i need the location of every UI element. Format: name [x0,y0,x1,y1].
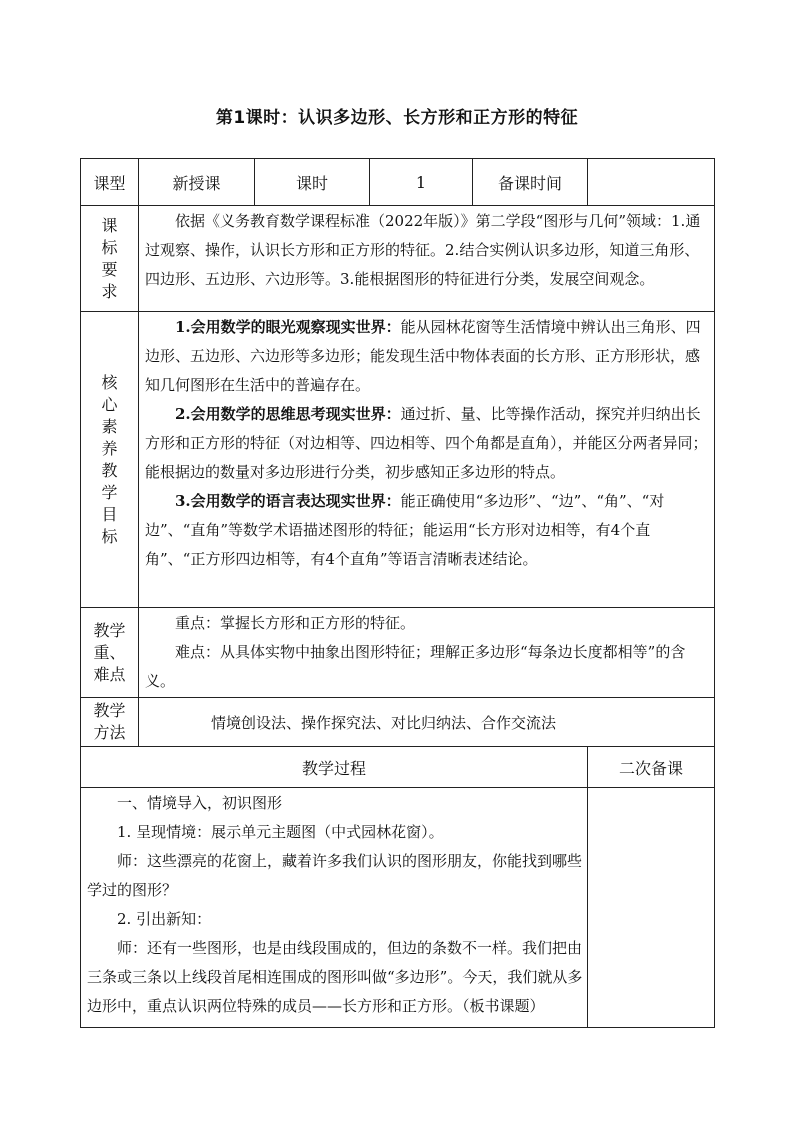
key-points-label: 教学重、难点 [93,620,126,684]
lesson-type-value: 新授课 [139,159,255,206]
core-goal-2-heading: 2.会用数学的思维思考现实世界： [175,405,401,423]
difficult-point-text: 难点：从具体实物中抽象出图形特征；理解正多边形“每条边长度都相等”的含义。 [145,643,686,690]
core-goal-2 [145,400,710,487]
process-line-3: 师：这些漂亮的花窗上，藏着许多我们认识的图形朋友，你能找到哪些学过的图形？ [87,852,583,899]
key-point-text: 重点：掌握长方形和正方形的特征。 [175,614,416,632]
methods-label: 教学方法 [93,701,126,742]
process-row [81,788,715,1028]
core-goal-3-text: 能正确使用“多边形”、“边”、“角”、“对边”、“直角”等数学术语描述图形的特征；能运用“长方形对边相等，有4个直角”、“正方形四边相等，有4个直角”等语言清晰表述结论。 [145,492,665,568]
standard-label: 课标要求 [101,215,118,301]
core-goal-3 [145,487,710,574]
standard-row [81,206,715,312]
core-goals-row [81,312,715,608]
core-goals-label: 核心素养教学目标 [101,372,118,546]
core-goal-3-heading: 3.会用数学的语言表达现实世界： [175,492,401,510]
prep-time-label: 备课时间 [473,159,588,206]
lesson-hours-value: 1 [370,159,473,206]
standard-text: 依据《义务教育数学课程标准（2022年版）》第二学段“图形与几何”领域：1.通过观察、操作，认识长方形和正方形的特征。2.结合实例认识多边形，知道三角形、四边形、五边形、六边形等。3.能根据图形的特征进行分类，发展空间观念。 [145,212,701,288]
methods-row [81,698,715,747]
core-goal-1-heading: 1.会用数学的眼光观察现实世界： [175,318,401,336]
core-goal-1 [145,313,710,400]
process-line-5: 师：还有一些图形，也是由线段围成的，但边的条数不一样。我们把由三条或三条以上线段首尾相连围成的图形叫做“多边形”。今天，我们就从多边形中，重点认识两位特殊的成员——长方形和正方形。（板书课题） [87,939,583,1015]
lesson-type-label: 课型 [81,159,139,206]
second-prep-header: 二次备课 [588,747,715,788]
process-header-row [81,747,715,788]
process-line-1: 一、情境导入，初识图形 [117,794,283,812]
key-points-row [81,608,715,698]
methods-text: 情境创设法、操作探究法、对比归纳法、合作交流法 [139,698,715,747]
prep-time-value [588,159,715,206]
lesson-plan-table [80,158,715,1028]
header-row [81,159,715,206]
process-line-2: 1. 呈现情境：展示单元主题图（中式园林花窗）。 [117,823,444,841]
process-line-4: 2. 引出新知： [117,910,212,928]
core-goal-2-text: 通过折、量、比等操作活动，探究并归纳出长方形和正方形的特征（对边相等、四边相等、四个角都是直角），并能区分两者异同；能根据边的数量对多边形进行分类，初步感知正多边形的特点。 [145,405,708,481]
process-header: 教学过程 [81,747,588,788]
core-goal-1-text: 能从园林花窗等生活情境中辨认出三角形、四边形、五边形、六边形等多边形；能发现生活中物体表面的长方形、正方形形状，感知几何图形在生活中的普遍存在。 [145,318,701,394]
lesson-hours-label: 课时 [255,159,370,206]
second-prep-cell [588,788,715,1028]
page-title: 第1课时：认识多边形、长方形和正方形的特征 [215,108,579,128]
